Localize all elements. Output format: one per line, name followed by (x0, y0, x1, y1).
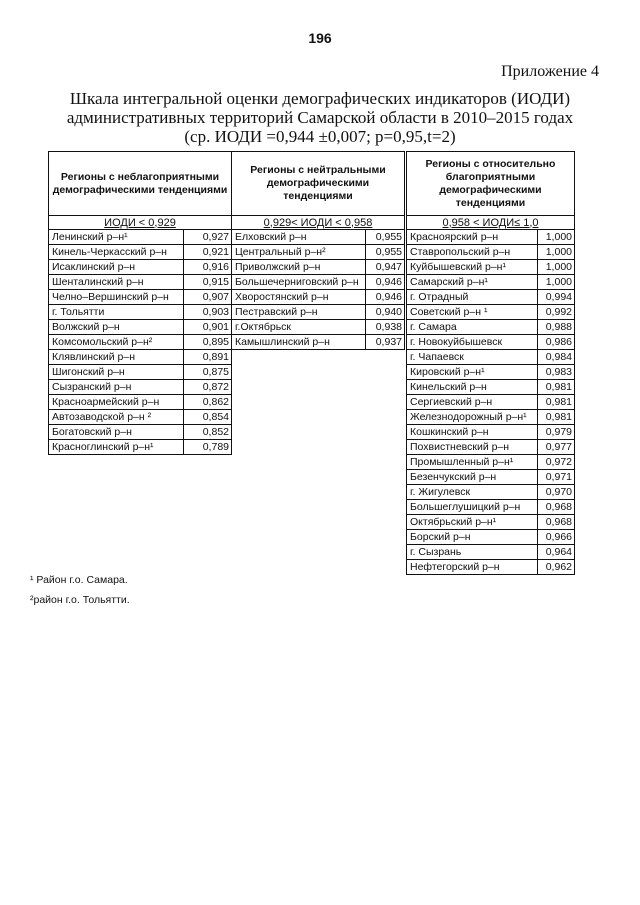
table-row (407, 365, 575, 380)
region-name: Кировский р–н¹ (407, 365, 538, 380)
appendix-label: Приложение 4 (501, 63, 599, 80)
iodi-value: 0,854 (184, 410, 232, 425)
unfavorable-regions-table (48, 151, 232, 455)
iodi-value: 1,000 (538, 260, 575, 275)
region-name: г. Самара (407, 320, 538, 335)
region-name: Камышлинский р–н (232, 335, 366, 350)
table-row (49, 320, 232, 335)
table-row (407, 470, 575, 485)
region-name: Промышленный р–н¹ (407, 455, 538, 470)
iodi-value: 0,984 (538, 350, 575, 365)
region-name: Приволжский р–н (232, 260, 366, 275)
region-name: Нефтегорский р–н (407, 560, 538, 575)
region-name: Кошкинский р–н (407, 425, 538, 440)
region-name: Хворостянский р–н (232, 290, 366, 305)
iodi-value: 1,000 (538, 275, 575, 290)
region-name: Исаклинский р–н (49, 260, 184, 275)
iodi-value: 0,895 (184, 335, 232, 350)
title-line: административных территорий Самарской области в 2010–2015 годах (66, 108, 574, 127)
footnotes (30, 570, 130, 610)
region-name: г. Отрадный (407, 290, 538, 305)
table-row (49, 305, 232, 320)
footnote: ¹ Район г.о. Самара. (30, 574, 128, 586)
title-line: Шкала интегральной оценки демографических индикаторов (ИОДИ) (69, 89, 571, 108)
region-name: Советский р–н ¹ (407, 305, 538, 320)
region-name: Красноглинский р–н¹ (49, 440, 184, 455)
iodi-value: 0,977 (538, 440, 575, 455)
table-row (407, 545, 575, 560)
iodi-value: 0,992 (538, 305, 575, 320)
region-name: г. Новокуйбышевск (407, 335, 538, 350)
table-row (232, 290, 405, 305)
table-row (49, 425, 232, 440)
iodi-value: 0,981 (538, 395, 575, 410)
iodi-value: 0,907 (184, 290, 232, 305)
region-name: Комсомольский р–н² (49, 335, 184, 350)
table-row (49, 395, 232, 410)
region-name: Октябрьский р–н¹ (407, 515, 538, 530)
iodi-value: 0,875 (184, 365, 232, 380)
iodi-value: 0,938 (366, 320, 405, 335)
table-row (407, 275, 575, 290)
region-name: Борский р–н (407, 530, 538, 545)
region-name: Ленинский р–н¹ (49, 230, 184, 245)
region-name: Автозаводской р–н ² (49, 410, 184, 425)
iodi-value: 0,968 (538, 500, 575, 515)
table-row (232, 335, 405, 350)
range-label: 0,958 < ИОДИ≤ 1,0 (442, 216, 539, 229)
favorable-regions-table (406, 151, 575, 575)
iodi-value: 1,000 (538, 245, 575, 260)
table-row (407, 440, 575, 455)
neutral-regions-table (231, 151, 405, 350)
table-row (49, 380, 232, 395)
range-label: 0,929< ИОДИ < 0,958 (263, 216, 373, 229)
region-name: г. Сызрань (407, 545, 538, 560)
page-number: 196 (308, 30, 332, 46)
table-row (232, 305, 405, 320)
region-name: Красноармейский р–н (49, 395, 184, 410)
table-row (407, 260, 575, 275)
region-name: г.Октябрьск (232, 320, 366, 335)
table-row (232, 260, 405, 275)
table-row (407, 290, 575, 305)
region-name: Богатовский р–н (49, 425, 184, 440)
region-name: Безенчукский р–н (407, 470, 538, 485)
table-row (49, 410, 232, 425)
region-name: Куйбышевский р–н¹ (407, 260, 538, 275)
iodi-value: 0,947 (366, 260, 405, 275)
table-row (232, 320, 405, 335)
region-name: Кинель-Черкасский р–н (49, 245, 184, 260)
iodi-value: 0,891 (184, 350, 232, 365)
iodi-value: 0,901 (184, 320, 232, 335)
table-row (407, 245, 575, 260)
table-row (407, 425, 575, 440)
region-name: Похвистневский р–н (407, 440, 538, 455)
table-row (232, 275, 405, 290)
range-cell (49, 216, 232, 230)
iodi-value: 0,946 (366, 275, 405, 290)
range-cell (232, 216, 405, 230)
iodi-value: 0,872 (184, 380, 232, 395)
iodi-value: 0,981 (538, 380, 575, 395)
region-name: Ставропольский р–н (407, 245, 538, 260)
table-row (49, 245, 232, 260)
region-name: Железнодорожный р–н¹ (407, 410, 538, 425)
iodi-value: 0,994 (538, 290, 575, 305)
title-line: (ср. ИОДИ =0,944 ±0,007; р=0,95,t=2) (184, 127, 456, 146)
region-name: Красноярский р–н (407, 230, 538, 245)
table-row (49, 335, 232, 350)
iodi-value: 0,988 (538, 320, 575, 335)
region-name: Кинельский р–н (407, 380, 538, 395)
iodi-value: 0,916 (184, 260, 232, 275)
table-row (49, 260, 232, 275)
table-row (407, 320, 575, 335)
iodi-value: 0,962 (538, 560, 575, 575)
region-name: Сергиевский р–н (407, 395, 538, 410)
iodi-value: 0,955 (366, 230, 405, 245)
table-row (407, 395, 575, 410)
iodi-value: 0,970 (538, 485, 575, 500)
iodi-value: 0,968 (538, 515, 575, 530)
range-cell (407, 216, 575, 230)
region-name: г. Чапаевск (407, 350, 538, 365)
region-name: Шенталинский р–н (49, 275, 184, 290)
footnote: ²район г.о. Тольятти. (30, 594, 130, 606)
region-name: Шигонский р–н (49, 365, 184, 380)
table-row (407, 485, 575, 500)
column-header: Регионы с относительно благоприятными демографическими тенденциями (407, 152, 575, 216)
iodi-value: 0,986 (538, 335, 575, 350)
table-row (49, 290, 232, 305)
range-label: ИОДИ < 0,929 (104, 216, 176, 229)
table-row (49, 230, 232, 245)
iodi-value: 0,971 (538, 470, 575, 485)
document-title (60, 89, 580, 146)
table-row (407, 455, 575, 470)
table-row (407, 530, 575, 545)
table-row (49, 440, 232, 455)
region-name: Волжский р–н (49, 320, 184, 335)
column-header: Регионы с неблагоприятными демографическими тенденциями (49, 152, 232, 216)
table-row (407, 560, 575, 575)
region-name: Сызранский р–н (49, 380, 184, 395)
table-row (407, 350, 575, 365)
region-name: Пестравский р–н (232, 305, 366, 320)
region-name: Центральный р–н² (232, 245, 366, 260)
iodi-value: 0,852 (184, 425, 232, 440)
region-name: Челно–Вершинский р–н (49, 290, 184, 305)
iodi-value: 0,946 (366, 290, 405, 305)
iodi-value: 0,937 (366, 335, 405, 350)
table-row (49, 275, 232, 290)
iodi-value: 0,921 (184, 245, 232, 260)
iodi-value: 0,940 (366, 305, 405, 320)
region-name: Большечерниговский р–н (232, 275, 366, 290)
table-row (49, 365, 232, 380)
iodi-value: 0,983 (538, 365, 575, 380)
region-name: Елховский р–н (232, 230, 366, 245)
iodi-value: 0,927 (184, 230, 232, 245)
region-name: г. Тольятти (49, 305, 184, 320)
iodi-value: 0,915 (184, 275, 232, 290)
table-row (49, 350, 232, 365)
table-row (232, 230, 405, 245)
region-name: Самарский р–н¹ (407, 275, 538, 290)
table-row (407, 305, 575, 320)
region-name: г. Жигулевск (407, 485, 538, 500)
iodi-value: 0,903 (184, 305, 232, 320)
region-name: Большеглушицкий р–н (407, 500, 538, 515)
iodi-value: 0,979 (538, 425, 575, 440)
iodi-value: 0,955 (366, 245, 405, 260)
table-row (407, 515, 575, 530)
table-row (407, 380, 575, 395)
table-row (407, 230, 575, 245)
iodi-value: 0,966 (538, 530, 575, 545)
table-row (232, 245, 405, 260)
iodi-value: 0,789 (184, 440, 232, 455)
iodi-value: 0,981 (538, 410, 575, 425)
column-header: Регионы с нейтральными демографическими тенденциями (232, 152, 405, 216)
iodi-value: 0,972 (538, 455, 575, 470)
iodi-value: 1,000 (538, 230, 575, 245)
iodi-value: 0,964 (538, 545, 575, 560)
table-row (407, 410, 575, 425)
region-name: Клявлинский р–н (49, 350, 184, 365)
table-row (407, 500, 575, 515)
table-row (407, 335, 575, 350)
iodi-value: 0,862 (184, 395, 232, 410)
